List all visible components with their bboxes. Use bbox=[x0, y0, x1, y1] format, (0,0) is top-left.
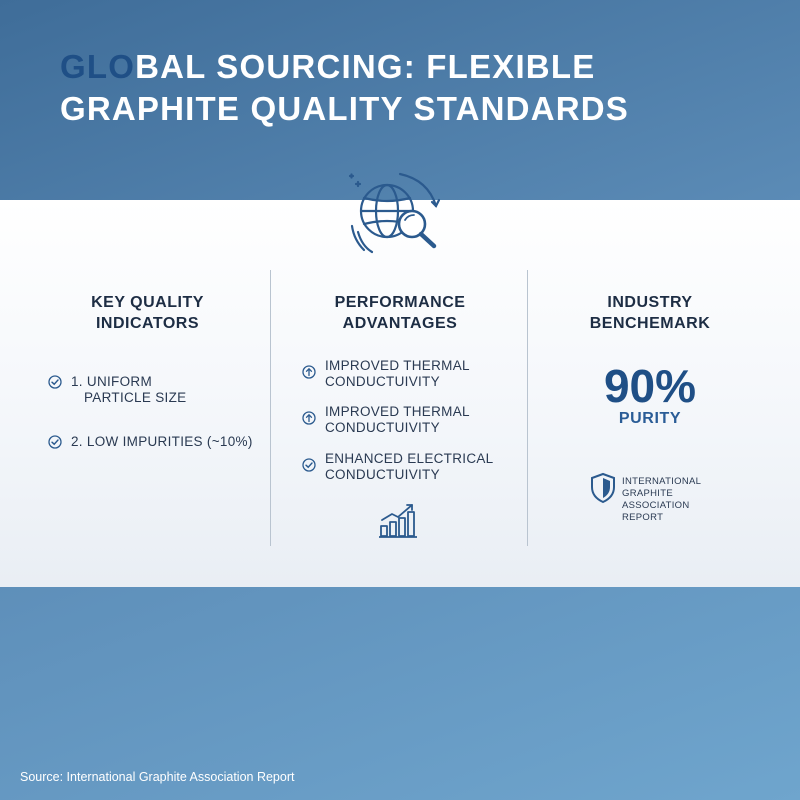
list-item bbox=[302, 358, 470, 390]
performance-heading-line-2: ADVANTAGES bbox=[342, 315, 458, 332]
performance-heading bbox=[290, 292, 510, 334]
item-text-line-1: 1. UNIFORM bbox=[71, 374, 153, 389]
arrow-up-circle-icon bbox=[302, 365, 316, 379]
item-text-line-1: IMPROVED THERMAL bbox=[325, 358, 470, 373]
item-text-line-1: 2. LOW IMPURITIES (~10%) bbox=[71, 434, 253, 449]
list-item bbox=[48, 374, 186, 406]
item-text-line-1: ENHANCED ELECTRICAL bbox=[325, 451, 494, 466]
column-divider-1 bbox=[270, 270, 271, 546]
shield-icon bbox=[590, 472, 616, 504]
association-line-3: REPORT bbox=[622, 512, 664, 523]
list-item bbox=[302, 404, 470, 436]
key-quality-heading-line-2: INDICATORS bbox=[95, 315, 200, 332]
benchmark-heading-line-2: BENCHEMARK bbox=[589, 315, 711, 332]
title-line-1-rest: BAL SOURCING: FLEXIBLE bbox=[135, 48, 596, 85]
key-quality-heading bbox=[40, 292, 255, 334]
performance-heading-line-1: PERFORMANCE bbox=[334, 294, 466, 311]
benchmark-value: 90% bbox=[603, 360, 697, 412]
performance-column bbox=[290, 292, 510, 334]
association-line-1: INTERNATIONAL GRAPHITE bbox=[622, 476, 701, 499]
title-accent: GLO bbox=[60, 48, 136, 85]
bar-chart-growth-icon bbox=[378, 502, 418, 540]
benchmark-heading bbox=[545, 292, 755, 334]
benchmark-heading-line-1: INDUSTRY bbox=[607, 294, 693, 311]
item-text-line-2: CONDUCTUIVITY bbox=[325, 420, 440, 435]
key-quality-heading-line-1: KEY QUALITY bbox=[91, 294, 204, 311]
check-circle-icon bbox=[48, 375, 62, 389]
source-caption: Source: International Graphite Association Report bbox=[20, 770, 295, 784]
item-text-line-1: IMPROVED THERMAL bbox=[325, 404, 470, 419]
benchmark-label: PURITY bbox=[618, 410, 682, 427]
globe-search-icon bbox=[342, 166, 452, 266]
association-badge bbox=[590, 472, 752, 524]
list-item bbox=[48, 434, 253, 450]
association-line-2: ASSOCIATION bbox=[622, 500, 690, 511]
title-line-1 bbox=[60, 46, 760, 88]
page-title bbox=[60, 46, 760, 130]
column-divider-2 bbox=[527, 270, 528, 546]
key-quality-column bbox=[40, 292, 255, 334]
list-item bbox=[302, 451, 493, 483]
arrow-up-circle-icon bbox=[302, 411, 316, 425]
title-line-2: GRAPHITE QUALITY STANDARDS bbox=[60, 90, 629, 127]
check-circle-icon bbox=[302, 458, 316, 472]
association-text bbox=[622, 476, 752, 524]
check-circle-icon bbox=[48, 435, 62, 449]
benchmark-column bbox=[545, 292, 755, 334]
item-text-line-2: CONDUCTUIVITY bbox=[325, 467, 440, 482]
item-text-line-2: CONDUCTUIVITY bbox=[325, 374, 440, 389]
item-text-line-2: PARTICLE SIZE bbox=[84, 390, 187, 405]
